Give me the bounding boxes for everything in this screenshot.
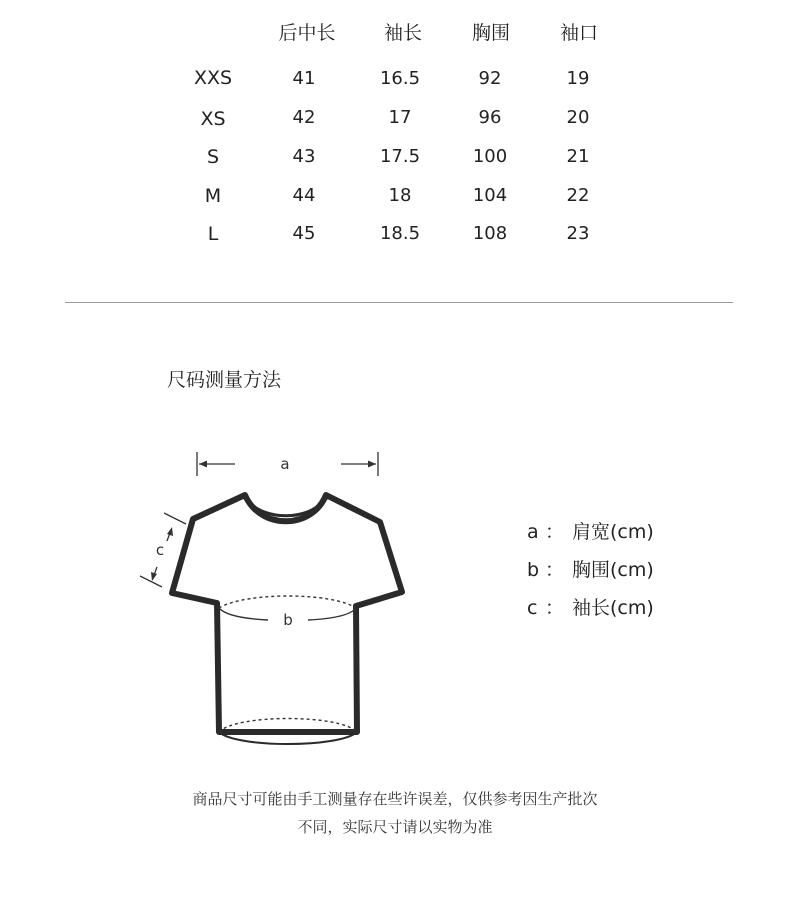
table-cell: 17.5 [379,146,421,167]
legend-key: c [527,597,538,619]
legend-colon: ： [545,521,565,543]
dimension-b-label: b [283,611,293,629]
chest-measure-front-left [219,608,268,620]
column-header-sleeve-length: 袖长 [383,22,422,44]
measure-section-title: 尺码测量方法 [167,369,282,391]
legend-colon: ： [545,559,565,581]
table-cell: 21 [566,146,590,167]
table-cell: 104 [472,185,508,206]
size-label-s: S [206,146,220,168]
table-cell: 19 [566,68,590,89]
dimension-c-label: c [155,541,165,559]
chest-measure-front-right [308,608,356,620]
size-table [0,0,790,260]
legend-text: 胸围(cm) [572,559,654,581]
size-label-xs: XS [200,108,226,130]
table-cell: 16.5 [379,68,421,89]
disclaimer-line-2: 不同，实际尺寸请以实物为准 [297,818,493,836]
column-header-cuff: 袖口 [559,22,598,44]
size-label-l: L [207,223,219,245]
table-cell: 17 [388,107,412,128]
size-label-xxs: XXS [193,67,233,89]
table-cell: 20 [566,107,590,128]
dimension-a-label: a [280,455,290,473]
table-cell: 41 [292,68,316,89]
table-cell: 18.5 [379,223,421,244]
disclaimer-line-1: 商品尺寸可能由手工测量存在些许误差，仅供参考因生产批次 [192,790,598,808]
table-cell: 96 [478,107,502,128]
column-header-chest: 胸围 [471,22,510,44]
legend-text: 肩宽(cm) [572,521,654,543]
table-cell: 22 [566,185,590,206]
legend-colon: ： [545,597,565,619]
tshirt-measurement-diagram [0,440,500,760]
table-cell: 92 [478,68,502,89]
column-header-back-length: 后中长 [278,22,336,44]
legend-item-a [527,517,654,544]
legend-item-b [527,555,654,582]
chest-measure-back [219,596,356,608]
legend-text: 袖长(cm) [572,597,654,619]
table-cell: 23 [566,223,590,244]
table-cell: 42 [292,107,316,128]
legend-item-c [527,593,654,620]
table-cell: 45 [292,223,316,244]
legend-key: b [527,559,540,581]
table-cell: 43 [292,146,316,167]
legend-key: a [527,521,539,543]
table-cell: 44 [292,185,316,206]
section-divider [65,302,733,303]
table-cell: 100 [472,146,508,167]
table-cell: 18 [388,185,412,206]
table-cell: 108 [472,223,508,244]
size-label-m: M [204,185,222,207]
